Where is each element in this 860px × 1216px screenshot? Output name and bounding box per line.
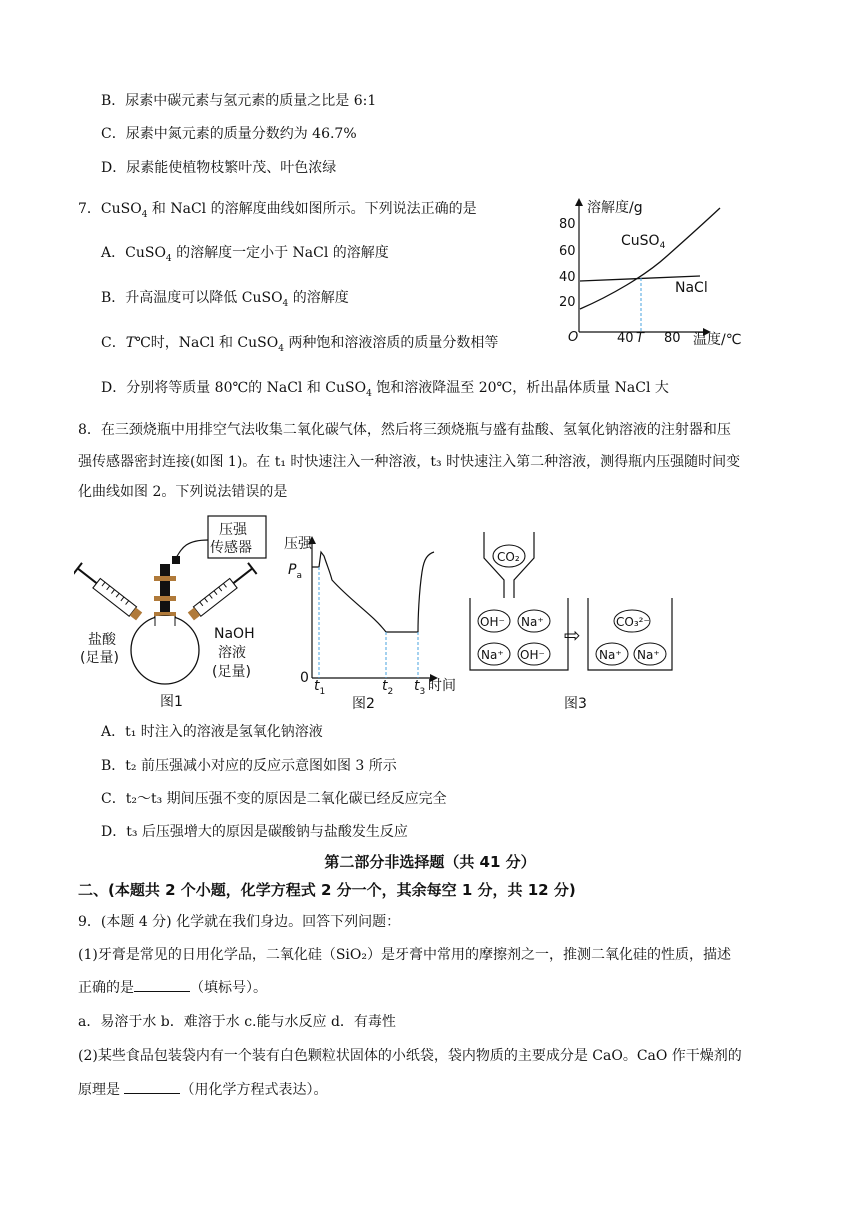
q9-part2-line1: (2)某些食品包装袋内有一个装有白色颗粒状固体的小纸袋，袋内物质的主要成分是 CaO。CaO 作干燥剂的 [78,1048,742,1064]
y-tick-60: 60 [559,244,576,259]
figure1-caption: 图1 [160,694,183,710]
q7-option-c: C．T℃时，NaCl 和 CuSO$_4$ 两种饱和溶液溶质的质量分数相等 [101,335,499,354]
na-ion-2: Na⁺ [481,648,504,662]
na-ion-3: Na⁺ [599,648,622,662]
q9-part1-line1: (1)牙膏是常见的日用化学品，二氧化硅（SiO₂）是牙膏中常用的摩擦剂之一，推测二氧化硅的性质，描述 [78,947,731,963]
pa-label: $P_a$ [288,562,302,581]
naoh-label: NaOH [214,626,255,642]
origin-label: O [568,330,579,345]
reaction-arrow: ⇨ [564,623,581,647]
na-ion-4: Na⁺ [637,648,660,662]
y-tick-80: 80 [559,217,576,232]
naoh-amount: (足量) [212,664,251,680]
naoh-solution: 溶液 [218,645,246,661]
t1-label: $t_1$ [314,678,326,697]
cuso4-label: CuSO$_4$ [621,233,666,251]
sensor-wire [176,540,208,558]
time-label: 时间 [428,678,456,694]
figure1-apparatus [74,512,284,712]
sensor-label-2: 传感器 [210,540,252,556]
origin-zero: 0 [300,670,309,686]
q8-stem-line2: 强传感器密封连接(如图 1)。在 t₁ 时快速注入一种溶液，t₃ 时快速注入第二种溶液，测得瓶内压强随时间变 [78,454,741,470]
q8-option-a: A．t₁ 时注入的溶液是氢氧化钠溶液 [101,724,323,740]
section2-heading: 二、(本题共 2 个小题，化学方程式 2 分一个，其余每空 1 分，共 12 分) [78,881,576,899]
x-tick-40: 40 [617,331,634,346]
q6-option-c: C．尿素中氮元素的质量分数约为 46.7% [101,126,357,142]
q9-part1-line2: 正确的是 （填标号）。 [78,977,267,998]
left-syringe [74,563,143,622]
t2-label: $t_2$ [382,678,394,697]
figure2-caption: 图2 [352,696,375,712]
nacl-label: NaCl [675,280,708,296]
q8-stem-line3: 化曲线如图 2。下列说法错误的是 [78,484,288,500]
solubility-x-label: 温度/℃ [693,332,742,348]
co2-label: CO₂ [497,550,520,564]
oh-ion-1: OH⁻ [480,615,505,629]
co3-ion: CO₃²⁻ [616,615,650,629]
q8-option-b: B．t₂ 前压强减小对应的反应示意图如图 3 所示 [101,758,397,774]
hcl-label: 盐酸 [88,632,116,648]
q7-stem: 7．CuSO$_4$ 和 NaCl 的溶解度曲线如图所示。下列说法正确的是 [78,201,477,220]
part2-title: 第二部分非选择题（共 41 分） [324,853,536,871]
y-tick-40: 40 [559,270,576,285]
figure3-reaction-diagram [464,528,684,714]
na-ion-1: Na⁺ [521,615,544,629]
q6-option-d: D．尿素能使植物枝繁叶茂、叶色浓绿 [101,160,337,176]
sensor-label-1: 压强 [219,522,247,538]
q9-stem: 9．(本题 4 分) 化学就在我们身边。回答下列问题： [78,914,401,930]
hcl-amount: (足量) [80,650,119,666]
t3-label: $t_3$ [414,678,426,697]
right-syringe [187,563,257,622]
figure2-pressure-graph [282,522,462,712]
answer-blank-1[interactable] [134,977,190,992]
solubility-y-label: 溶解度/g [587,200,643,216]
x-tick-80: 80 [664,331,681,346]
pressure-y-label: 压强 [284,536,312,552]
q6-option-b: B．尿素中碳元素与氢元素的质量之比是 6:1 [101,93,377,109]
q9-part2-line2: 原理是 （用化学方程式表达）。 [78,1079,327,1100]
oh-ion-2: OH⁻ [520,648,545,662]
figure3-caption: 图3 [564,696,587,712]
q7-option-a: A．CuSO$_4$ 的溶解度一定小于 NaCl 的溶解度 [101,245,389,264]
x-tick-t: T [636,331,644,346]
pressure-curve [312,552,434,632]
q9-options: a．易溶于水 b．难溶于水 c.能与水反应 d．有毒性 [78,1014,396,1030]
flask-body [131,616,199,684]
solubility-graph [555,192,755,352]
answer-blank-2[interactable] [124,1079,180,1094]
q8-stem-line1: 8．在三颈烧瓶中用排空气法收集二氧化碳气体，然后将三颈烧瓶与盛有盐酸、氢氧化钠溶液的注射器和压 [78,422,731,438]
q7-option-d: D．分别将等质量 80℃的 NaCl 和 CuSO$_4$ 饱和溶液降温至 20℃，析出晶体质量 NaCl 大 [101,380,669,399]
q8-option-d: D．t₃ 后压强增大的原因是碳酸钠与盐酸发生反应 [101,824,408,840]
y-tick-20: 20 [559,295,576,310]
q8-option-c: C．t₂～t₃ 期间压强不变的原因是二氧化碳已经反应完全 [101,791,447,807]
q7-option-b: B．升高温度可以降低 CuSO$_4$ 的溶解度 [101,290,349,309]
